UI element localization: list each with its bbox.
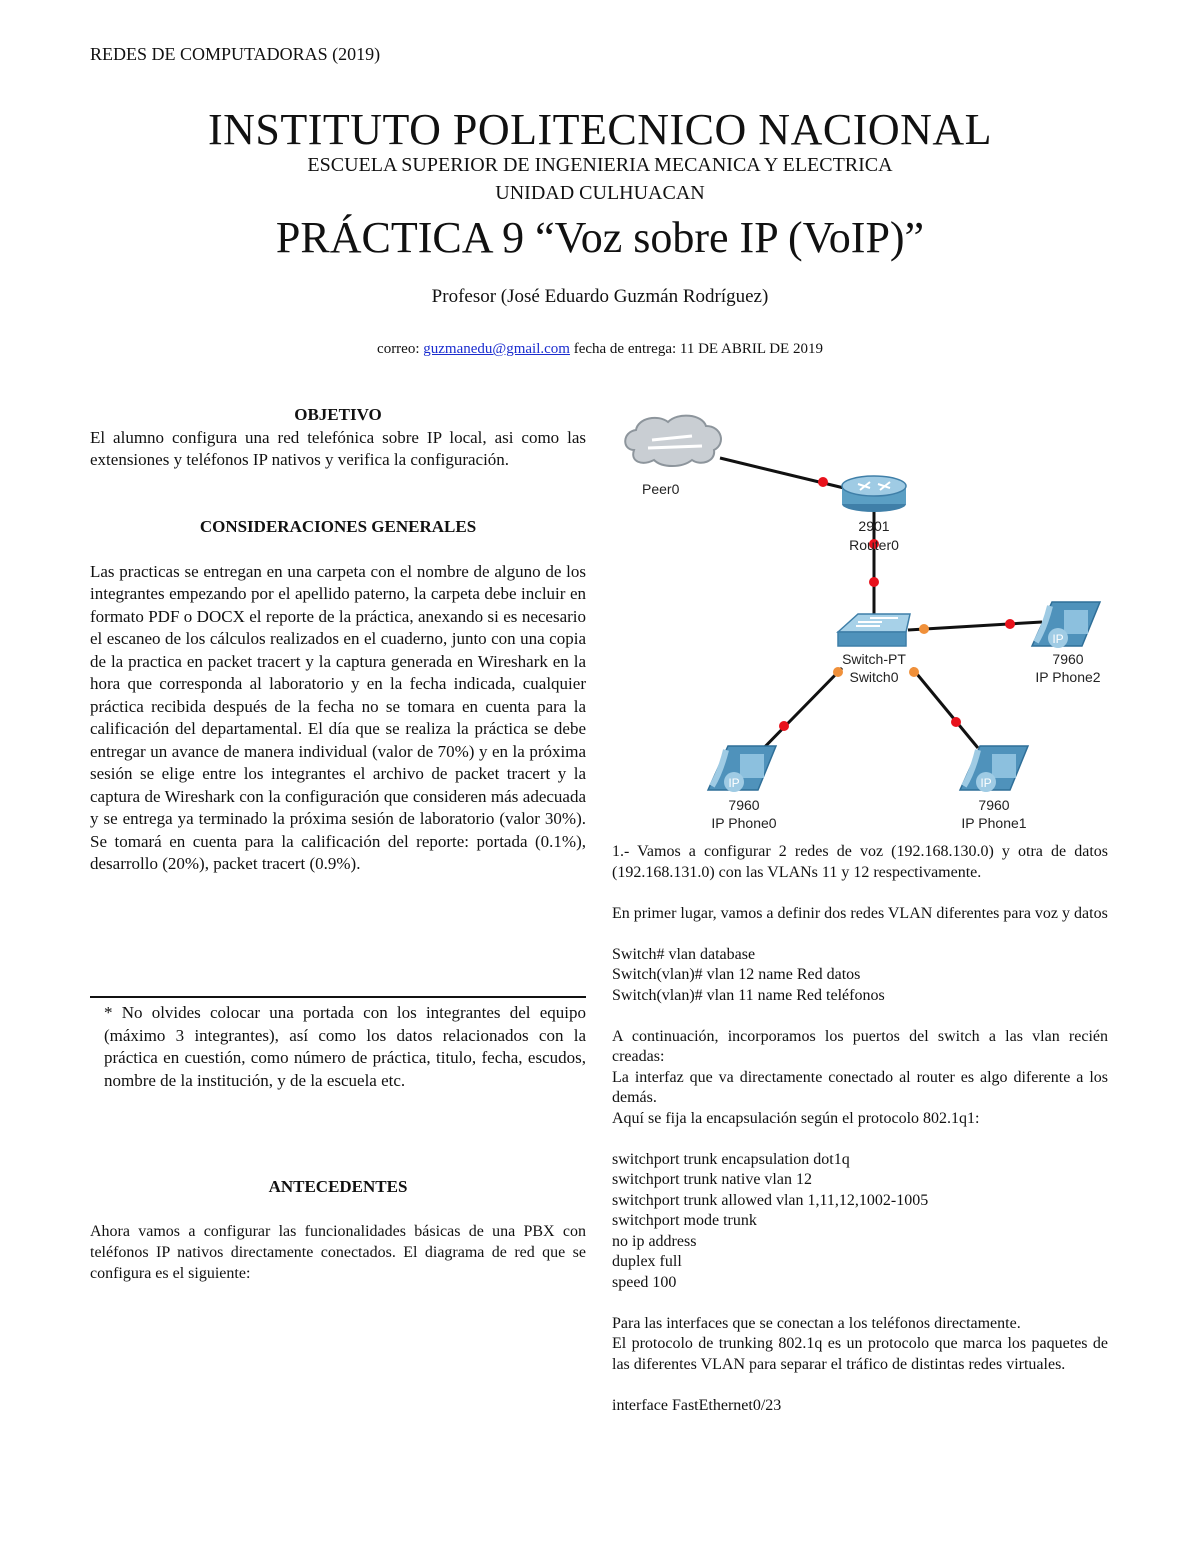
footnote-text: * No olvides colocar una portada con los integrantes del equipo (máximo 3 integrantes), así como los datos relacionados con la práctica en cuestión, como número de práctica, titulo, fecha, escudos, nombre de la institución, y de la escuela etc. — [104, 1003, 586, 1090]
email-link[interactable]: guzmanedu@gmail.com — [423, 341, 570, 357]
contact-line — [0, 341, 1200, 358]
command-line: speed 100 — [612, 1273, 677, 1291]
objetivo-section — [90, 404, 586, 472]
consideraciones-section — [90, 516, 586, 876]
phone1-name-label: IP Phone1 — [961, 815, 1027, 831]
professor-name: Profesor (José Eduardo Guzmán Rodríguez) — [431, 286, 769, 307]
consideraciones-heading: CONSIDERACIONES GENERALES — [199, 517, 477, 536]
link-status-dot — [869, 577, 879, 587]
phone2-name-label: IP Phone2 — [1035, 669, 1101, 685]
command-line: interface FastEthernet0/23 — [612, 1396, 782, 1414]
link-status-dot — [833, 667, 843, 677]
switch-name-label: Switch0 — [849, 669, 899, 685]
command-line: switchport trunk encapsulation dot1q — [612, 1150, 850, 1168]
command-line: switchport trunk native vlan 12 — [612, 1171, 812, 1188]
antecedentes-section — [90, 1176, 586, 1284]
ip-phone-icon[interactable] — [960, 746, 1028, 792]
institute-title: INSTITUTO POLITECNICO NACIONAL — [207, 105, 993, 154]
running-head: REDES DE COMPUTADORAS (2019) — [90, 44, 381, 64]
unit-name: UNIDAD CULHUACAN — [495, 182, 705, 204]
switch-model-label: Switch-PT — [842, 651, 906, 667]
peer-label: Peer0 — [642, 481, 680, 497]
link-status-dot — [951, 717, 961, 727]
antecedentes-text: Ahora vamos a configurar las funcionalidades básicas de una PBX con teléfonos IP nativos directamente conectados. El diagrama de red que se configura es el siguiente: — [90, 1222, 586, 1282]
router-icon[interactable] — [842, 476, 906, 512]
objetivo-heading: OBJETIVO — [294, 405, 382, 424]
command-line: switchport trunk allowed vlan 1,11,12,1002-1005 — [612, 1191, 929, 1209]
command-line: Switch# vlan database — [612, 945, 756, 963]
link-switch-phone1 — [912, 668, 978, 748]
encapsulation-note: Aquí se fija la encapsulación según el protocolo 802.1q1: — [612, 1109, 980, 1127]
email-label: correo: — [377, 341, 420, 357]
router-interface-note: La interfaz que va directamente conectado al router es algo diferente a los demás. — [612, 1068, 1108, 1106]
config-intro: 1.- Vamos a configurar 2 redes de voz (192.168.130.0) y otra de datos (192.168.131.0) con las VLANs 11 y 12 respectivamente. — [612, 843, 1108, 881]
vlan-intro: En primer lugar, vamos a definir dos redes VLAN diferentes para voz y datos — [612, 904, 1108, 922]
router-model-label: 2901 — [858, 518, 890, 534]
antecedentes-heading: ANTECEDENTES — [268, 1177, 408, 1196]
switch-icon[interactable] — [838, 614, 910, 646]
command-line: no ip address — [612, 1232, 697, 1250]
command-line: Switch(vlan)# vlan 12 name Red datos — [612, 966, 861, 983]
link-status-dot — [779, 721, 789, 731]
link-status-dot — [909, 667, 919, 677]
svg-text:IP: IP — [728, 776, 740, 790]
router-name-label: Router0 — [849, 537, 899, 553]
right-column — [612, 842, 1108, 1416]
phone0-name-label: IP Phone0 — [711, 815, 777, 831]
link-status-dot — [1005, 619, 1015, 629]
ip-phone-icon[interactable] — [708, 746, 776, 792]
ip-phone-icon[interactable] — [1032, 602, 1100, 648]
link-status-dot — [818, 477, 828, 487]
cloud-icon[interactable] — [625, 416, 721, 466]
svg-text:IP: IP — [980, 776, 992, 790]
consideraciones-text: Las practicas se entregan en una carpeta con el nombre de alguno de los integrantes empezando por el apellido paterno, la carpeta debe incluir en formato PDF o DOCX el reporte de la práctica, anexando si es necesario el escaneo de los cálculos realizados en el cuaderno, junto con una copia de la practica en packet tracert y la captura generada en Wireshark en la hora que corresponda al laboratorio y en la fecha indicada, cualquier práctica recibida después de la fecha no se tomara en cuenta para la calificación del departamental. El día que se realiza la práctica se debe entregar un avance de manera individual (valor de 70%) y en la próxima sesión se elige entre los integrantes el archivo de packet tracert y la captura de Wireshark con la configuración que consideren más adecuada y se entrega ya terminado la próxima sesión de laboratorio (valor 30%). Se tomará en cuenta para la calificación del reporte: portada (0.1%), desarrollo (20%), packet tracert (0.9%). — [90, 561, 586, 873]
network-diagram — [612, 410, 1112, 840]
objetivo-text: El alumno configura una red telefónica sobre IP local, asi como las extensiones y teléfonos IP nativos y verifica la configuración. — [90, 427, 586, 469]
phone-interfaces-note: Para las interfaces que se conectan a los teléfonos directamente. — [612, 1314, 1021, 1332]
due-date: fecha de entrega: 11 DE ABRIL DE 2019 — [573, 341, 823, 357]
phone1-model-label: 7960 — [978, 797, 1010, 813]
footnote-box — [90, 996, 586, 1092]
school-name: ESCUELA SUPERIOR DE INGENIERIA MECANICA Y ELECTRICA — [307, 154, 893, 176]
practice-title: PRÁCTICA 9 “Voz sobre IP (VoIP)” — [275, 213, 925, 262]
ports-intro: A continuación, incorporamos los puertos del switch a las vlan recién creadas: — [612, 1027, 1108, 1065]
phone0-model-label: 7960 — [728, 797, 760, 813]
command-line: Switch(vlan)# vlan 11 name Red teléfonos — [612, 986, 885, 1004]
command-line: duplex full — [612, 1253, 682, 1270]
trunking-explanation: El protocolo de trunking 802.1q es un protocolo que marca los paquetes de las diferentes VLAN para separar el tráfico de distintas redes virtuales. — [612, 1335, 1108, 1373]
link-status-dot — [919, 624, 929, 634]
command-line: switchport mode trunk — [612, 1212, 757, 1229]
svg-text:IP: IP — [1052, 632, 1064, 646]
phone2-model-label: 7960 — [1052, 651, 1084, 667]
